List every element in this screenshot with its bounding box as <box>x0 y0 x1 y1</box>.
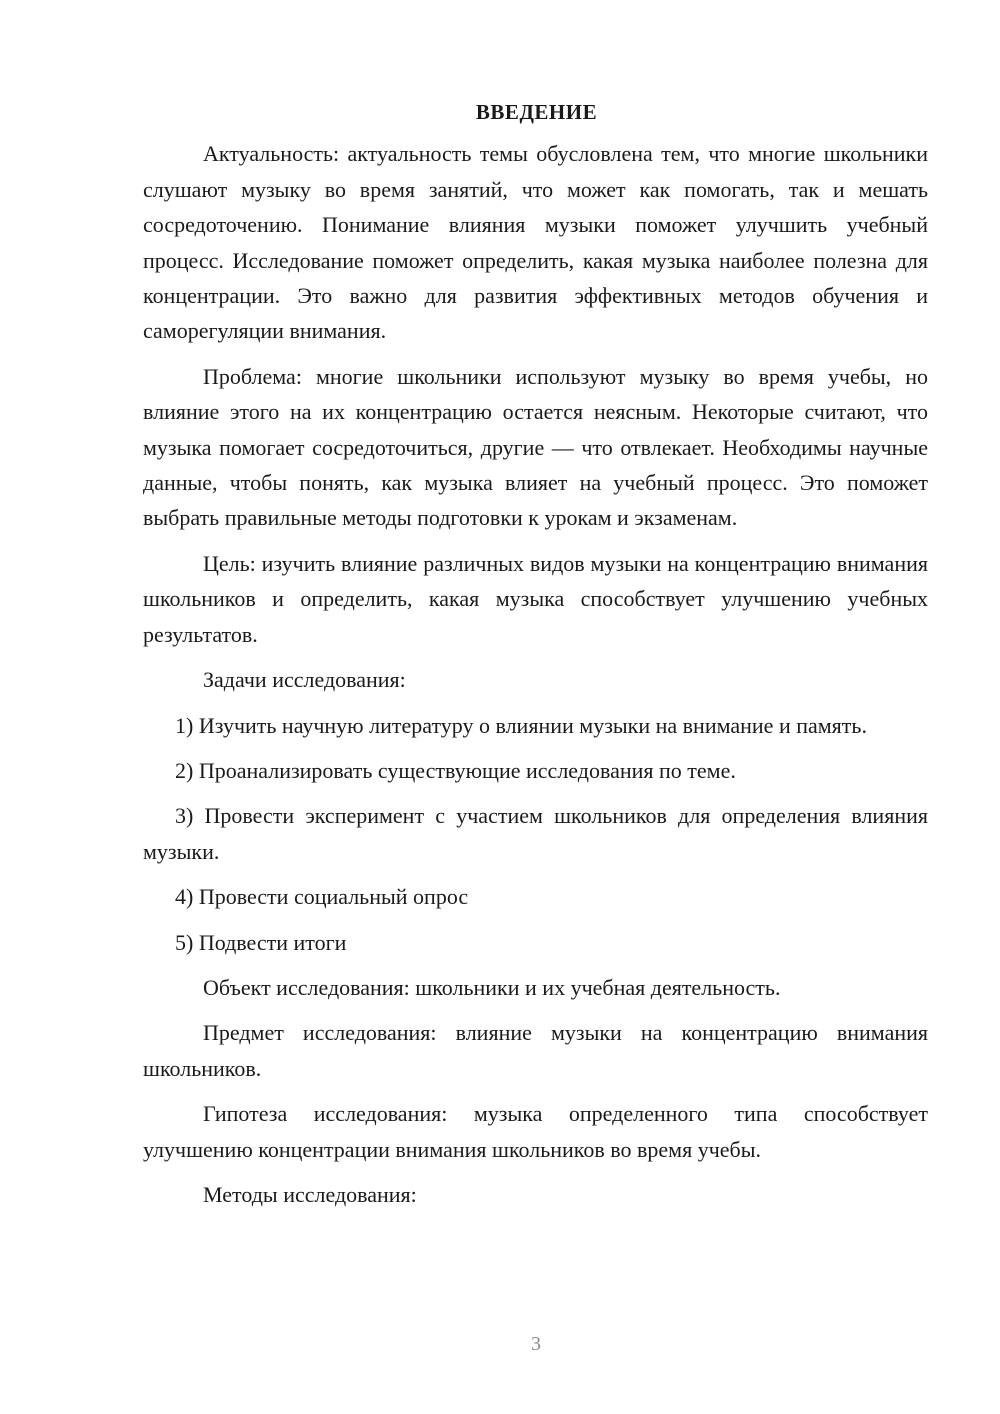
task-item-2: 2) Проанализировать существующие исследования по теме. <box>175 757 736 783</box>
problem-paragraph: Проблема: многие школьники используют музыку во время учебы, но влияние этого на их концентрацию остается неясным. Некоторые считают, что музыка помогает сосредоточиться, другие — что отвлекает. Необходимы научные данные, чтобы понять, как музыка влияет на учебный процесс. Это поможет выбрать правильные методы подготовки к урокам и экзаменам. <box>143 363 928 531</box>
tasks-heading: Задачи исследования: <box>203 667 406 693</box>
task-item-1: 1) Изучить научную литературу о влиянии музыки на внимание и память. <box>175 712 867 738</box>
task-item-3: 3) Провести эксперимент с участием школьников для определения влияния музыки. <box>143 803 928 864</box>
subject-paragraph: Предмет исследования: влияние музыки на концентрацию внимания школьников. <box>143 1020 928 1081</box>
page-content <box>143 95 928 1222</box>
methods-heading: Методы исследования: <box>203 1181 417 1207</box>
object-paragraph: Объект исследования: школьники и их учебная деятельность. <box>203 974 781 1000</box>
task-item-4: 4) Провести социальный опрос <box>175 884 469 910</box>
task-item-5: 5) Подвести итоги <box>175 929 347 955</box>
hypothesis-paragraph: Гипотеза исследования: музыка определенного типа способствует улучшению концентрации внимания школьников во время учебы. <box>143 1101 928 1162</box>
relevance-paragraph: Актуальность: актуальность темы обусловлена тем, что многие школьники слушают музыку во время занятий, что может как помогать, так и мешать сосредоточению. Понимание влияния музыки поможет улучшить учебный процесс. Исследование поможет определить, какая музыка наиболее полезна для концентрации. Это важно для развития эффективных методов обучения и саморегуляции внимания. <box>143 141 928 344</box>
page-title: ВВЕДЕНИЕ <box>475 100 598 124</box>
page-number: 3 <box>531 1333 541 1355</box>
goal-paragraph: Цель: изучить влияние различных видов музыки на концентрацию внимания школьников и определить, какая музыка способствует улучшению учебных результатов. <box>143 550 928 647</box>
